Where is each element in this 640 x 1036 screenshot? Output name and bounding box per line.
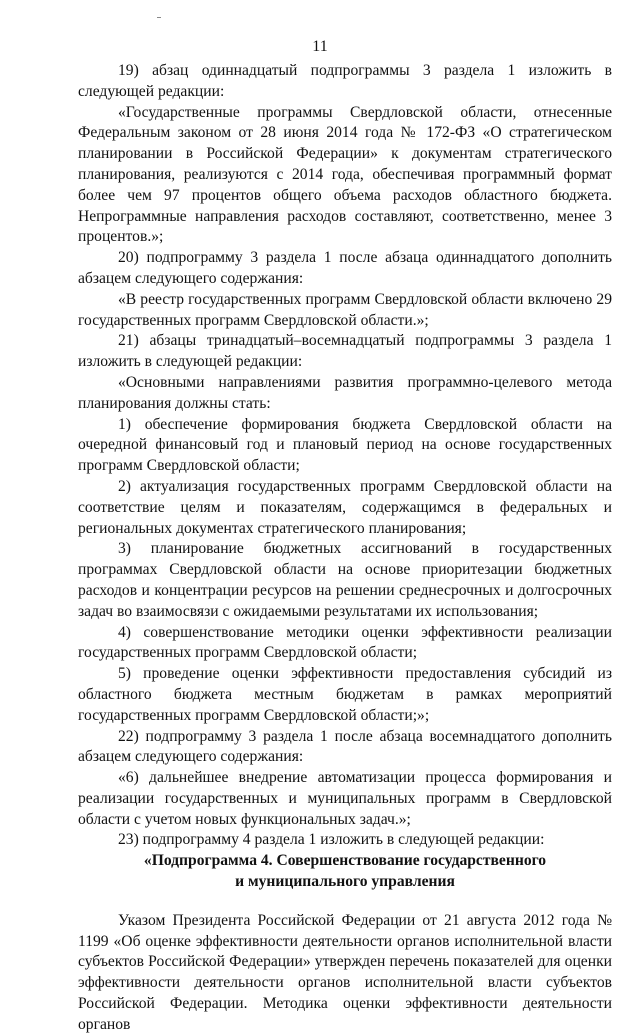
spacer	[78, 893, 612, 911]
page-number: 11	[312, 38, 328, 55]
paragraph: 19) абзац одиннадцатый подпрограммы 3 раздела 1 изложить в следующей редакции:	[78, 62, 612, 100]
section-heading-line2: и муниципального управления	[235, 873, 455, 891]
paragraph: 22) подпрограмму 3 раздела 1 после абзаца восемнадцатого дополнить абзацем следующего содержания:	[78, 727, 612, 766]
paragraph: 3) планирование бюджетных ассигнований в государственных программах Свердловской области на основе приоритезации бюджетных расходов и концентрации ресурсов на решении среднесрочных и долгосрочных задач во взаимосвязи с ожидаемыми результатами их использования;	[78, 540, 612, 620]
paragraph: 23) подпрограмму 4 раздела 1 изложить в следующей редакции:	[118, 831, 545, 849]
paragraph: 4) совершенствование методики оценки эффективности реализации государственных программ Свердловской области;	[78, 623, 612, 662]
paragraph: 5) проведение оценки эффективности предоставления субсидий из областного бюджета местным бюджетам в рамках мероприятий государственных программ Свердловской области;»;	[78, 665, 612, 724]
paragraph: 21) абзацы тринадцатый–восемнадцатый подпрограммы 3 раздела 1 изложить в следующей редакции:	[78, 332, 612, 371]
paragraph: «В реестр государственных программ Свердловской области включено 29 государственных программ Свердловской области.»;	[78, 290, 612, 329]
paragraph: «6) дальнейшее внедрение автоматизации процесса формирования и реализации государственных и муниципальных программ в Свердловской области с учетом новых функциональных задач.»;	[78, 769, 612, 828]
document-body	[78, 61, 612, 1036]
paragraph: 2) актуализация государственных программ Свердловской области на соответствие целям и показателям, содержащимся в федеральных и региональных документах стратегического планирования;	[78, 477, 612, 537]
paragraph: «Основными направлениями развития программно-целевого метода планирования должны стать:	[78, 373, 612, 412]
paragraph: «Государственные программы Свердловской области, отнесенные Федеральным законом от 28 июня 2014 года № 172-ФЗ «О стратегическом планировании в Российской Федерации» к документам стратегического планирования, реализуются с 2014 года, обеспечивая программный формат более чем 97 процентов общего объема расходов областного бюджета. Непрограммные направления расходов составляют, соответственно, менее 3 процентов.»;	[78, 103, 612, 246]
paragraph: 20) подпрограмму 3 раздела 1 после абзаца одиннадцатого дополнить абзацем следующего содержания:	[78, 249, 612, 287]
scan-mark	[157, 17, 161, 18]
section-heading-line1: «Подпрограмма 4. Совершенствование государственного	[143, 852, 547, 870]
paragraph: Указом Президента Российской Федерации от 21 августа 2012 года № 1199 «Об оценке эффективности деятельности органов исполнительной власти субъектов Российской Федерации» утвержден перечень показателей для оценки эффективности деятельности органов исполнительной власти субъектов Российской Федерации. Методика оценки эффективности деятельности органов	[78, 911, 612, 1033]
paragraph: 1) обеспечение формирования бюджета Свердловской области на очередной финансовый год и плановый период на основе государственных программ Свердловской области;	[78, 415, 612, 475]
